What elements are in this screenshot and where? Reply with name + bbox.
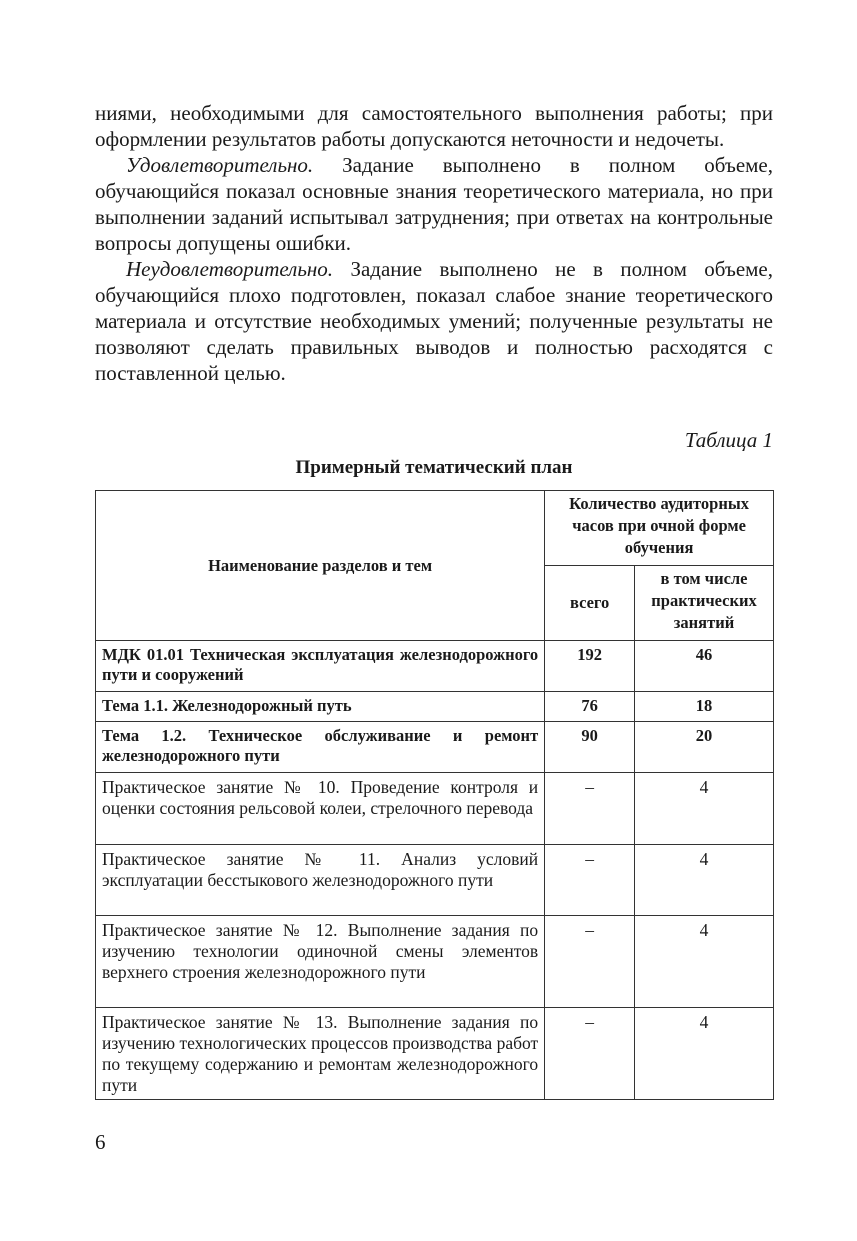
body-text (95, 100, 773, 386)
table-row (96, 692, 774, 722)
row-name: Практическое занятие № 10. Проведение контроля и оценки состояния рельсовой колеи, стрелочного перевода (96, 773, 545, 845)
grade-unsatisfactory-label: Неудовлетворительно. (126, 257, 334, 281)
header-total: всего (545, 566, 635, 641)
row-name: Тема 1.1. Железнодорожный путь (96, 692, 545, 722)
row-practical: 18 (635, 692, 774, 722)
row-practical: 4 (635, 773, 774, 845)
row-practical: 4 (635, 845, 774, 916)
paragraph-continuation: ниями, необходимыми для самостоятельного выполнения работы; при оформлении результатов работы допускаются неточности и недочеты. (95, 101, 773, 151)
row-total: 76 (545, 692, 635, 722)
row-total: 192 (545, 641, 635, 692)
row-total: – (545, 773, 635, 845)
row-name: МДК 01.01 Техническая эксплуатация железнодорожного пути и сооружений (96, 641, 545, 692)
table-row (96, 773, 774, 845)
paragraph-unsatisfactory (95, 256, 773, 386)
grade-unsatisfactory-text: Задание выполнено не в полном объеме, обучающийся плохо подготовлен, показал слабое знание теоретического материала и отсутствие необходимых умений; полученные результаты не позволяют сделать правильных выводов и полностью расходятся с поставленной целью. (95, 257, 773, 385)
page-number: 6 (95, 1130, 106, 1154)
row-name: Тема 1.2. Техническое обслуживание и ремонт железнодорожного пути (96, 722, 545, 773)
row-total: – (545, 916, 635, 1008)
table-caption: Таблица 1 (684, 428, 773, 452)
table-row (96, 845, 774, 916)
table-row (96, 722, 774, 773)
row-practical: 4 (635, 916, 774, 1008)
row-name: Практическое занятие № 12. Выполнение задания по изучению технологии одиночной смены элементов верхнего строения железнодорожного пути (96, 916, 545, 1008)
header-practical: в том числе практических занятий (635, 566, 774, 641)
grade-satisfactory-text: Задание выполнено в полном объеме, обучающийся показал основные знания теоретического материала, но при выполнении заданий испытывал затруднения; при ответах на контрольные вопросы допущены ошибки. (95, 153, 773, 255)
thematic-plan-table (95, 490, 774, 1100)
row-practical: 4 (635, 1008, 774, 1100)
row-practical: 46 (635, 641, 774, 692)
header-section-name: Наименование разделов и тем (96, 491, 545, 641)
table-row (96, 1008, 774, 1100)
row-name: Практическое занятие № 11. Анализ условий эксплуатации бесстыкового железнодорожного пути (96, 845, 545, 916)
grade-satisfactory-label: Удовлетворительно. (126, 153, 314, 177)
table-row (96, 916, 774, 1008)
header-hours-group: Количество аудиторных часов при очной форме обучения (545, 491, 774, 566)
row-total: – (545, 845, 635, 916)
table-row (96, 641, 774, 692)
row-practical: 20 (635, 722, 774, 773)
table-header-row (96, 491, 774, 566)
paragraph-satisfactory (95, 152, 773, 256)
row-name: Практическое занятие № 13. Выполнение задания по изучению технологических процессов производства работ по текущему содержанию и ремонтам железнодорожного пути (96, 1008, 545, 1100)
row-total: – (545, 1008, 635, 1100)
table-title: Примерный тематический план (295, 457, 573, 478)
row-total: 90 (545, 722, 635, 773)
